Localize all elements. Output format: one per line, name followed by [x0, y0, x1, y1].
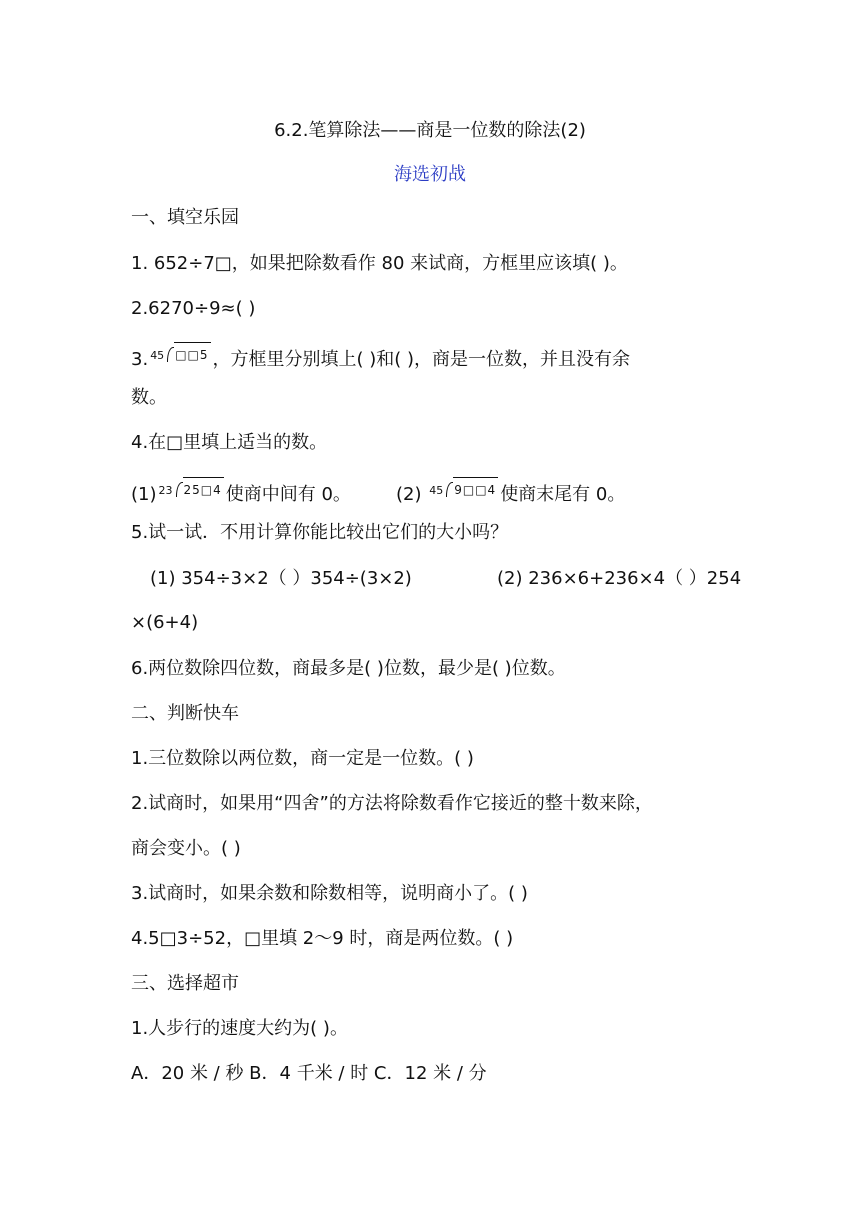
q3-dividend: □□5 — [174, 342, 210, 367]
s1-question-4b — [396, 477, 625, 507]
s1-question-5b: (2) 236×6+236×4（ ）254 — [497, 568, 742, 589]
section1-heading: 一、填空乐园 — [131, 207, 239, 228]
q3-divisor: 45 — [150, 349, 165, 362]
q4a-dividend: 25□4 — [183, 477, 224, 502]
page-subtitle: 海选初战 — [394, 164, 466, 185]
section2-heading: 二、判断快车 — [131, 703, 239, 724]
s2-question-4: 4.5□3÷52，□里填 2～9 时，商是两位数。( ) — [131, 928, 514, 949]
s1-question-4: 4.在□里填上适当的数。 — [131, 432, 328, 453]
section3-heading: 三、选择超市 — [131, 973, 239, 994]
q4b-divisor: 45 — [429, 484, 444, 497]
s2-question-1: 1.三位数除以两位数，商一定是一位数。( ) — [131, 748, 474, 769]
s1-question-6: 6.两位数除四位数，商最多是( )位数，最少是( )位数。 — [131, 658, 566, 679]
q4b-long-division — [429, 477, 498, 503]
s1-question-2: 2.6270÷9≈( ) — [131, 298, 256, 319]
q4a-prefix: (1) — [131, 484, 157, 505]
s2-question-2-cont: 商会变小。( ) — [131, 838, 241, 859]
q3-prefix: 3. — [131, 349, 149, 370]
q3-long-division — [150, 342, 210, 368]
q4a-suffix: 使商中间有 0。 — [225, 484, 351, 505]
division-bracket-icon — [167, 347, 174, 362]
division-bracket-icon — [176, 482, 183, 497]
q4b-prefix: (2) — [396, 484, 422, 505]
page-title: 6.2.笔算除法——商是一位数的除法(2) — [274, 120, 586, 141]
s1-question-5a: (1) 354÷3×2（ ）354÷(3×2) — [150, 568, 412, 589]
s2-question-2: 2.试商时，如果用“四舍”的方法将除数看作它接近的整十数来除， — [131, 793, 653, 814]
q4a-long-division — [159, 477, 224, 503]
s1-question-5b-cont: ×(6+4) — [131, 612, 199, 633]
division-bracket-icon — [446, 482, 453, 497]
s1-question-3-cont: 数。 — [131, 387, 167, 408]
s1-question-3 — [131, 342, 630, 372]
s2-question-3: 3.试商时，如果余数和除数相等，说明商小了。( ) — [131, 883, 528, 904]
s3-question-1-options: A．20 米 / 秒 B．4 千米 / 时 C．12 米 / 分 — [131, 1063, 487, 1084]
s1-question-4a — [131, 477, 351, 507]
s1-question-5: 5.试一试．不用计算你能比较出它们的大小吗？ — [131, 522, 509, 543]
q4b-dividend: 9□□4 — [453, 477, 498, 502]
s1-question-1: 1. 652÷7□，如果把除数看作 80 来试商，方框里应该填( )。 — [131, 253, 628, 274]
s3-question-1: 1.人步行的速度大约为( )。 — [131, 1018, 348, 1039]
q4b-suffix: 使商末尾有 0。 — [500, 484, 626, 505]
q4a-divisor: 23 — [158, 484, 173, 497]
q3-suffix: ，方框里分别填上( )和( )，商是一位数，并且没有余 — [212, 349, 631, 370]
